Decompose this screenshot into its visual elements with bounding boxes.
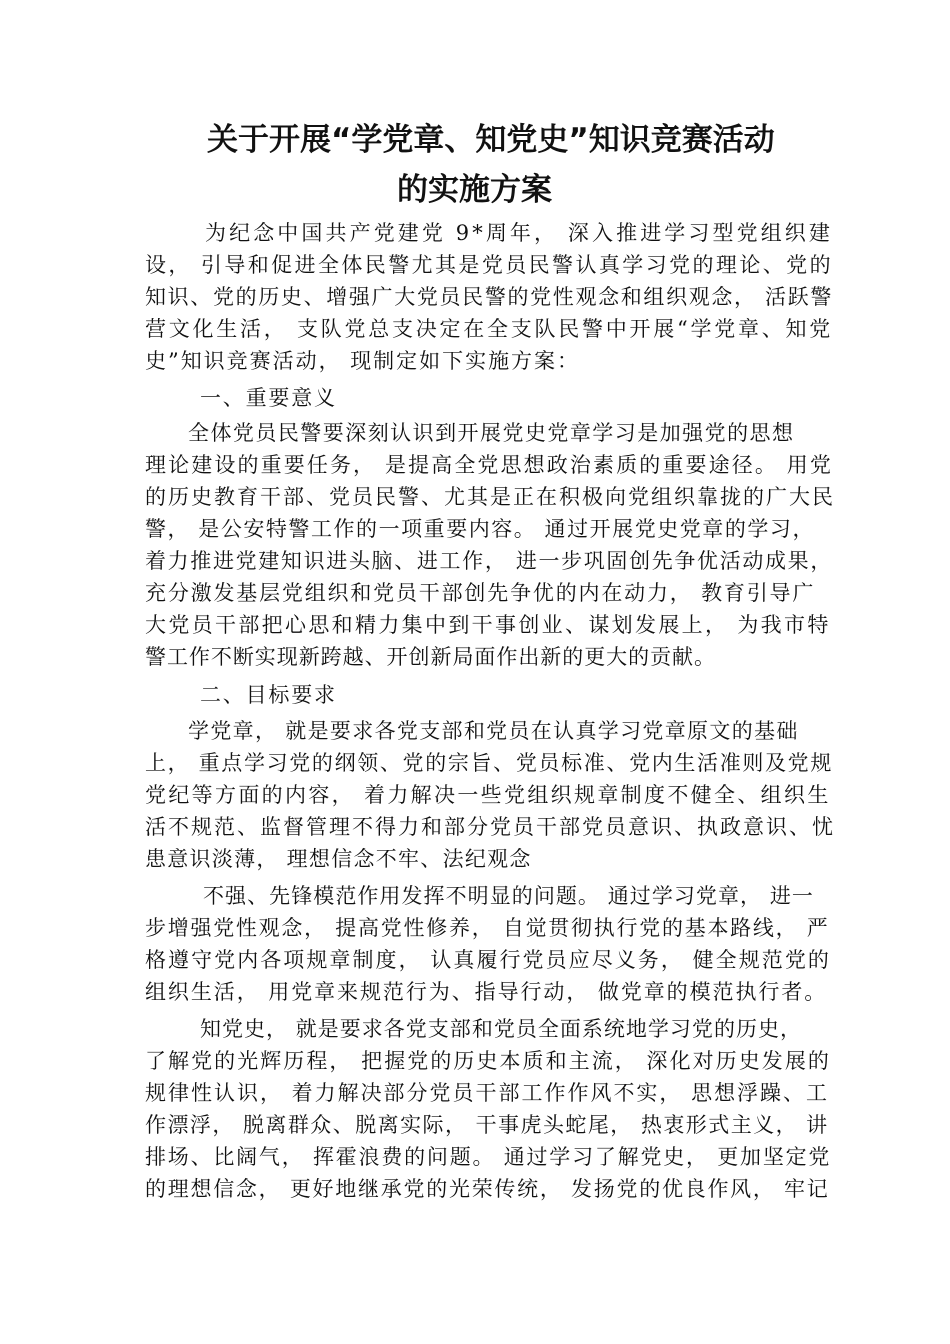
body-text-line: 警工作不断实现新跨越、开创新局面作出新的更大的贡献。 [145,645,716,669]
body-text-line: 知党史， 就是要求各党支部和党员全面系统地学习党的历史， [200,1017,802,1041]
document-title-line-1: 关于开展“学党章、知党史”知识竞赛活动 [207,122,775,158]
body-text-line: 组织生活， 用党章来规范行为、指导行动， 做党章的模范执行者。 [145,980,828,1004]
body-text-line: 上， 重点学习党的纲领、党的宗旨、党员标准、党内生活准则及党规 [145,751,833,775]
body-text-line: 的理想信念， 更好地继承党的光荣传统， 发扬党的优良作风， 牢记 [145,1177,830,1201]
body-text-line: 营文化生活， 支队党总支决定在全支队民警中开展“学党章、知党 [145,317,833,341]
body-text-line: 一、重要意义 [200,386,337,410]
body-text-line: 史”知识竞赛活动， 现制定如下实施方案： [145,349,580,373]
document-title-line-2: 的实施方案 [397,172,552,208]
body-text-line: 充分激发基层党组织和党员干部创先争优的内在动力， 教育引导广 [145,581,816,605]
body-text-line: 设， 引导和促进全体民警尤其是党员民警认真学习党的理论、党的 [145,253,833,277]
body-text-line: 警， 是公安特警工作的一项重要内容。 通过开展党史党章的学习， [145,517,815,541]
body-text-line: 知识、党的历史、增强广大党员民警的党性观念和组织观念， 活跃警 [145,285,833,309]
body-text-line: 全体党员民警要深刻认识到开展党史党章学习是加强党的思想 [188,421,795,445]
body-text-line: 大党员干部把心思和精力集中到干事创业、谋划发展上， 为我市特 [145,613,831,637]
body-text-line: 格遵守党内各项规章制度， 认真履行党员应尽义务， 健全规范党的 [145,948,831,972]
body-text-line: 规律性认识， 着力解决部分党员干部工作作风不实， 思想浮躁、工 [145,1081,830,1105]
body-text-line: 的历史教育干部、党员民警、尤其是正在积极向党组织靠拢的广大民 [145,485,835,509]
body-text-line: 活不规范、监督管理不得力和部分党员干部党员意识、执政意识、忧 [145,815,835,839]
body-text-line: 二、目标要求 [200,683,337,707]
body-text-line: 党纪等方面的内容， 着力解决一些党组织规章制度不健全、组织生 [145,783,831,807]
body-text-line: 学党章， 就是要求各党支部和党员在认真学习党章原文的基础 [188,719,799,743]
body-text-line: 患意识淡薄， 理想信念不牢、法纪观念 [145,847,532,871]
body-text-line: 作漂浮， 脱离群众、脱离实际， 干事虎头蛇尾， 热衷形式主义， 讲 [145,1113,829,1137]
body-text-line: 着力推进党建知识进头脑、进工作， 进一步巩固创先争优活动成果， [145,549,833,573]
body-text-line: 理论建设的重要任务， 是提高全党思想政治素质的重要途径。 用党 [145,453,833,477]
body-text-line: 不强、先锋模范作用发挥不明显的问题。 通过学习党章， 进一 [203,884,814,908]
body-text-line: 为纪念中国共产党建党 9*周年， 深入推进学习型党组织建 [205,221,833,245]
body-text-line: 了解党的光辉历程， 把握党的历史本质和主流， 深化对历史发展的 [145,1049,831,1073]
body-text-line: 步增强党性观念， 提高党性修养， 自觉贯彻执行党的基本路线， 严 [145,916,830,940]
body-text-line: 排场、比阔气， 挥霍浪费的问题。 通过学习了解党史， 更加坚定党 [145,1145,832,1169]
